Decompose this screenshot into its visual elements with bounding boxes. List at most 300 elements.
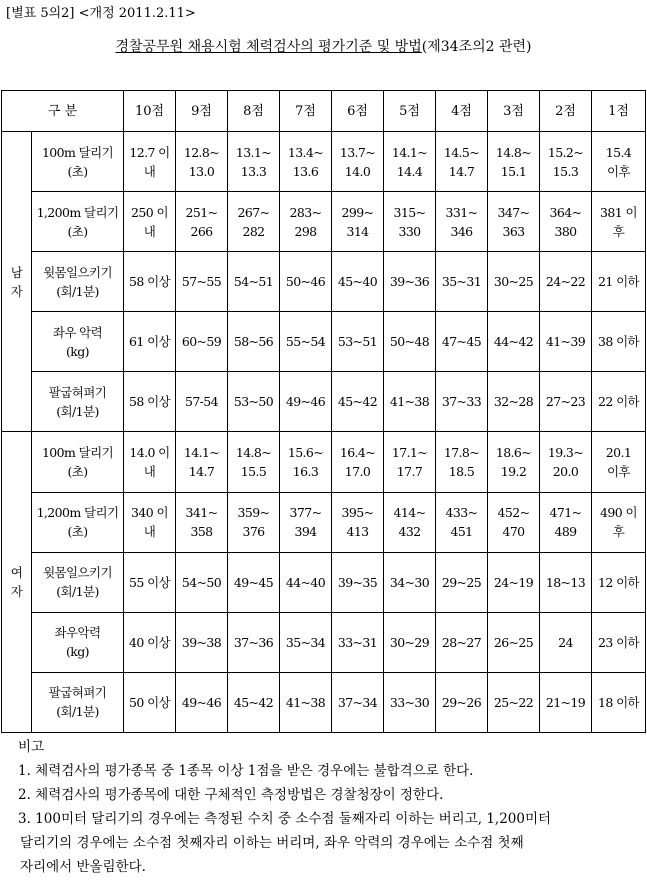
score-cell (384, 192, 436, 252)
item-label-part: 1,200m 달리기 (36, 204, 119, 220)
score-cell-line: 24 (558, 634, 573, 650)
gender-cell (2, 132, 32, 432)
score-cell (540, 312, 592, 372)
item-label-part: 팔굽혀펴기 (48, 685, 107, 701)
score-cell-line: 14.7 (448, 163, 475, 179)
title-main: 경찰공무원 채용시험 체력검사의 평가기준 및 방법 (115, 39, 422, 55)
score-header: 8점 (228, 91, 280, 132)
score-cell-line: 15.3 (552, 163, 579, 179)
score-cell (436, 252, 488, 312)
score-cell (176, 252, 228, 312)
score-cell-line: 15.4 (605, 144, 632, 160)
score-cell-line: 33~31 (337, 634, 378, 650)
score-cell-line: 20.0 (552, 464, 579, 480)
score-cell-line: 13.0 (188, 163, 215, 179)
item-label-part: 100m 달리기 (41, 144, 114, 160)
score-cell-line: 12 이하 (597, 574, 640, 590)
score-header: 5점 (384, 91, 436, 132)
table-row (2, 312, 646, 372)
score-cell-line: 17.1~ (391, 445, 428, 461)
item-cell (32, 132, 124, 192)
item-label-part: 1,200m 달리기 (36, 505, 119, 521)
score-cell-line: 363 (502, 223, 525, 239)
score-cell-line: 18.5 (448, 464, 475, 480)
score-cell-line: 18 이하 (597, 694, 640, 710)
score-cell-line: 40 이상 (128, 634, 171, 650)
score-cell (540, 192, 592, 252)
item-label-part: 좌우 악력 (52, 324, 103, 340)
score-cell-line: 30~25 (493, 274, 534, 290)
item-cell (32, 252, 124, 312)
score-cell-line: 41~38 (285, 694, 326, 710)
score-cell (384, 432, 436, 492)
score-cell-line: 298 (294, 223, 317, 239)
score-cell-line: 37~36 (233, 634, 274, 650)
score-cell-line: 489 (554, 524, 577, 540)
score-cell (540, 612, 592, 672)
item-label-part: (kg) (66, 343, 89, 359)
score-cell-line: 내 (143, 464, 156, 480)
appendix-header: [별표 5의2] <개정 2011.2.11> (6, 6, 196, 21)
score-cell-line: 37~34 (337, 694, 378, 710)
score-cell-line: 49~46 (181, 694, 222, 710)
score-cell-line: 14.5~ (443, 144, 480, 160)
table-row (2, 132, 646, 192)
score-cell (540, 672, 592, 732)
score-cell-line: 381 이 (600, 204, 637, 220)
score-cell-line: 50~46 (285, 274, 326, 290)
score-cell-line: 15.2~ (547, 144, 584, 160)
item-cell (32, 612, 124, 672)
score-cell (592, 132, 646, 192)
score-cell (332, 372, 384, 432)
item-label-part: (초) (67, 464, 88, 480)
score-cell (176, 612, 228, 672)
score-cell-line: 50~48 (389, 334, 430, 350)
score-cell-line: 58 이상 (128, 394, 171, 410)
score-cell-line: 432 (398, 524, 421, 540)
score-cell (592, 612, 646, 672)
score-cell (488, 492, 540, 552)
score-cell (124, 552, 176, 612)
score-cell (592, 552, 646, 612)
item-label-part: (회/1분) (56, 283, 99, 299)
score-cell-line: 17.8~ (443, 445, 480, 461)
score-cell-line: 22 이하 (597, 394, 640, 410)
score-cell (488, 252, 540, 312)
score-cell-line: 452~ (497, 505, 530, 521)
score-cell (384, 552, 436, 612)
score-cell-line: 13.1~ (235, 144, 272, 160)
score-cell (540, 132, 592, 192)
score-cell (384, 312, 436, 372)
score-cell (176, 372, 228, 432)
score-cell (488, 312, 540, 372)
score-cell (280, 252, 332, 312)
score-cell (488, 672, 540, 732)
score-cell (228, 372, 280, 432)
score-cell-line: 39~36 (389, 274, 430, 290)
score-cell (124, 252, 176, 312)
score-cell-line: 55~54 (285, 334, 326, 350)
score-cell-line: 12.8~ (183, 144, 220, 160)
score-cell-line: 358 (190, 524, 213, 540)
score-cell (488, 132, 540, 192)
score-cell-line: 21 이하 (597, 274, 640, 290)
item-label-part: 윗몸일으키기 (43, 264, 112, 280)
score-cell-line: 34~30 (389, 574, 430, 590)
score-cell (228, 492, 280, 552)
score-cell-line: 58~56 (233, 334, 274, 350)
item-label-part: 팔굽혀펴기 (48, 384, 107, 400)
score-cell-line: 61 이상 (128, 334, 171, 350)
score-cell-line: 29~25 (441, 574, 482, 590)
item-cell (32, 552, 124, 612)
score-cell-line: 24~22 (545, 274, 586, 290)
score-cell-line: 13.4~ (287, 144, 324, 160)
item-label-part: 좌우악력 (54, 625, 101, 641)
score-cell (332, 192, 384, 252)
score-cell (124, 132, 176, 192)
score-cell-line: 23 이하 (597, 634, 640, 650)
score-cell-line: 282 (242, 223, 265, 239)
score-cell-line: 18.6~ (495, 445, 532, 461)
score-cell-line: 후 (612, 223, 625, 239)
score-cell-line: 41~38 (389, 394, 430, 410)
gender-label-part: 자 (10, 584, 23, 600)
score-cell (332, 672, 384, 732)
score-cell-line: 14.0 이 (129, 445, 170, 461)
score-cell-line: 314 (346, 223, 369, 239)
score-cell-line: 251~ (185, 204, 218, 220)
score-cell-line: 16.4~ (339, 445, 376, 461)
score-cell-line: 17.0 (344, 464, 371, 480)
corner-label: 구 분 (2, 91, 124, 132)
score-cell (280, 192, 332, 252)
score-cell-line: 내 (143, 163, 156, 179)
score-cell-line: 433~ (445, 505, 478, 521)
score-cell (332, 552, 384, 612)
score-cell (228, 312, 280, 372)
score-cell-line: 15.6~ (287, 445, 324, 461)
score-cell (436, 192, 488, 252)
score-cell-line: 50 이상 (128, 694, 171, 710)
score-cell-line: 25~22 (493, 694, 534, 710)
item-cell (32, 492, 124, 552)
score-cell (124, 432, 176, 492)
score-cell-line: 35~34 (285, 634, 326, 650)
score-cell-line: 13.7~ (339, 144, 376, 160)
score-cell-line: 250 이 (131, 204, 168, 220)
score-cell (124, 612, 176, 672)
table-row (2, 432, 646, 492)
score-cell-line: 39~35 (337, 574, 378, 590)
score-cell (540, 492, 592, 552)
score-cell (176, 192, 228, 252)
score-cell-line: 470 (502, 524, 525, 540)
score-cell (124, 492, 176, 552)
score-cell (540, 432, 592, 492)
gender-cell (2, 432, 32, 733)
table-row (2, 492, 646, 552)
score-cell (228, 252, 280, 312)
score-cell-line: 395~ (341, 505, 374, 521)
score-cell-line: 26~25 (493, 634, 534, 650)
score-cell (124, 372, 176, 432)
score-cell (540, 252, 592, 312)
score-cell (280, 552, 332, 612)
score-cell-line: 13.6 (292, 163, 319, 179)
score-cell-line: 이후 (607, 464, 630, 480)
score-cell-line: 32~28 (493, 394, 534, 410)
score-cell-line: 39~38 (181, 634, 222, 650)
score-cell (332, 312, 384, 372)
score-cell (228, 192, 280, 252)
score-cell-line: 14.4 (396, 163, 423, 179)
score-cell (384, 672, 436, 732)
score-cell (176, 672, 228, 732)
score-cell-line: 21~19 (545, 694, 586, 710)
score-header: 1점 (592, 91, 646, 132)
score-cell (228, 672, 280, 732)
score-cell (280, 492, 332, 552)
gender-label-part: 자 (10, 283, 23, 299)
score-cell (436, 612, 488, 672)
score-cell-line: 28~27 (441, 634, 482, 650)
score-cell-line: 14.0 (344, 163, 371, 179)
note-line: 자리에서 반올림한다. (20, 859, 146, 875)
score-header: 6점 (332, 91, 384, 132)
score-cell-line: 451 (450, 524, 473, 540)
score-cell (176, 552, 228, 612)
score-cell-line: 44~40 (285, 574, 326, 590)
score-cell-line: 53~50 (233, 394, 274, 410)
item-label-part: (회/1분) (56, 704, 99, 720)
score-cell-line: 347~ (497, 204, 530, 220)
score-header: 3점 (488, 91, 540, 132)
score-cell-line: 18~13 (545, 574, 586, 590)
score-cell (280, 132, 332, 192)
note-line: 3. 100미터 달리기의 경우에는 측정된 수치 중 소수점 둘째자리 이하는 버리고, 1,200미터 (18, 811, 552, 827)
score-cell (228, 132, 280, 192)
gender-label-part: 남 (10, 264, 23, 280)
score-cell (176, 312, 228, 372)
score-cell-line: 283~ (289, 204, 322, 220)
score-cell-line: 49~45 (233, 574, 274, 590)
score-cell (436, 312, 488, 372)
score-cell-line: 299~ (341, 204, 374, 220)
score-cell-line: 44~42 (493, 334, 534, 350)
note-line: 2. 체력검사의 평가종목에 대한 구체적인 측정방법은 경찰청장이 정한다. (18, 787, 444, 803)
item-cell (32, 312, 124, 372)
score-cell-line: 20.1 (605, 445, 632, 461)
score-cell (280, 672, 332, 732)
score-cell (228, 432, 280, 492)
score-cell-line: 19.2 (500, 464, 527, 480)
score-cell-line: 330 (398, 223, 421, 239)
score-cell-line: 346 (450, 223, 473, 239)
score-cell-line: 45~42 (233, 694, 274, 710)
score-cell (592, 372, 646, 432)
score-cell (488, 432, 540, 492)
score-cell (332, 612, 384, 672)
score-cell-line: 후 (612, 524, 625, 540)
score-cell (332, 132, 384, 192)
score-cell (384, 252, 436, 312)
score-cell-line: 30~29 (389, 634, 430, 650)
score-cell (436, 372, 488, 432)
score-cell-line: 12.7 이 (129, 144, 170, 160)
score-cell (488, 372, 540, 432)
score-cell-line: 49~46 (285, 394, 326, 410)
table-body (2, 132, 646, 733)
item-label-part: 윗몸일으키기 (43, 565, 112, 581)
score-cell-line: 45~40 (337, 274, 378, 290)
score-cell-line: 490 이 (600, 505, 637, 521)
item-cell (32, 432, 124, 492)
score-cell (592, 492, 646, 552)
score-cell-line: 380 (554, 223, 577, 239)
score-cell-line: 57-54 (184, 394, 219, 410)
score-header: 7점 (280, 91, 332, 132)
score-cell-line: 331~ (445, 204, 478, 220)
score-cell (436, 132, 488, 192)
score-cell-line: 60~59 (181, 334, 222, 350)
score-cell-line: 35~31 (441, 274, 482, 290)
score-cell (384, 372, 436, 432)
score-cell-line: 19.3~ (547, 445, 584, 461)
score-cell (592, 312, 646, 372)
score-cell-line: 58 이상 (128, 274, 171, 290)
score-cell (384, 132, 436, 192)
score-cell-line: 57~55 (181, 274, 222, 290)
score-cell (592, 252, 646, 312)
score-cell-line: 414~ (393, 505, 426, 521)
score-cell (488, 552, 540, 612)
score-cell-line: 24~19 (493, 574, 534, 590)
item-label-part: (회/1분) (56, 403, 99, 419)
notes-section (18, 735, 643, 879)
score-cell (384, 612, 436, 672)
score-cell (124, 672, 176, 732)
score-header: 2점 (540, 91, 592, 132)
table-row (2, 672, 646, 732)
item-label-part: 100m 달리기 (41, 445, 114, 461)
score-cell-line: 14.7 (188, 464, 215, 480)
item-label-part: (초) (67, 223, 88, 239)
score-cell-line: 471~ (549, 505, 582, 521)
item-label-part: (kg) (66, 644, 89, 660)
note-line: 1. 체력검사의 평가종목 중 1종목 이상 1점을 받은 경우에는 불합격으로 한다. (18, 763, 474, 779)
score-cell-line: 54~50 (181, 574, 222, 590)
score-cell (540, 372, 592, 432)
item-label-part: (초) (67, 163, 88, 179)
score-cell (436, 432, 488, 492)
gender-label-part: 여 (10, 565, 23, 581)
score-cell (540, 552, 592, 612)
table-row (2, 552, 646, 612)
score-cell (488, 612, 540, 672)
score-cell (592, 192, 646, 252)
score-cell-line: 413 (346, 524, 369, 540)
table-header-row (2, 91, 646, 132)
score-cell-line: 14.8~ (235, 445, 272, 461)
score-cell (384, 492, 436, 552)
score-cell (436, 492, 488, 552)
score-cell-line: 341~ (185, 505, 218, 521)
score-cell-line: 55 이상 (128, 574, 171, 590)
score-cell (176, 132, 228, 192)
score-cell (332, 252, 384, 312)
item-cell (32, 192, 124, 252)
score-cell-line: 315~ (393, 204, 426, 220)
score-cell-line: 266 (190, 223, 213, 239)
score-cell (488, 192, 540, 252)
score-cell-line: 29~26 (441, 694, 482, 710)
score-cell-line: 47~45 (441, 334, 482, 350)
score-cell (176, 492, 228, 552)
score-cell (228, 552, 280, 612)
score-cell (176, 432, 228, 492)
item-cell (32, 372, 124, 432)
score-cell (436, 672, 488, 732)
score-cell (592, 672, 646, 732)
score-cell-line: 376 (242, 524, 265, 540)
score-cell-line: 15.1 (500, 163, 527, 179)
note-line: 달리기의 경우에는 소수점 첫째자리 이하는 버리며, 좌우 악력의 경우에는 소수점 첫째 (20, 835, 524, 851)
score-cell-line: 27~23 (545, 394, 586, 410)
score-cell-line: 394 (294, 524, 317, 540)
score-cell-line: 13.3 (240, 163, 267, 179)
title-suffix: (제34조의2 관련) (421, 39, 532, 55)
table-row (2, 252, 646, 312)
score-cell (332, 432, 384, 492)
table-row (2, 612, 646, 672)
score-cell-line: 377~ (289, 505, 322, 521)
score-cell (436, 552, 488, 612)
item-cell (32, 672, 124, 732)
item-label-part: (초) (67, 524, 88, 540)
evaluation-table (1, 90, 646, 733)
score-cell-line: 359~ (237, 505, 270, 521)
score-cell (592, 432, 646, 492)
score-cell-line: 내 (143, 223, 156, 239)
score-cell (280, 612, 332, 672)
score-cell (280, 432, 332, 492)
score-cell (124, 312, 176, 372)
score-cell-line: 내 (143, 524, 156, 540)
item-label-part: (회/1분) (56, 584, 99, 600)
score-cell-line: 45~42 (337, 394, 378, 410)
score-cell-line: 340 이 (131, 505, 168, 521)
score-cell-line: 15.5 (240, 464, 267, 480)
table-row (2, 192, 646, 252)
score-cell-line: 14.8~ (495, 144, 532, 160)
score-cell-line: 16.3 (292, 464, 319, 480)
score-cell (280, 372, 332, 432)
score-cell (332, 492, 384, 552)
score-cell-line: 53~51 (337, 334, 378, 350)
score-cell-line: 이후 (607, 163, 630, 179)
score-cell-line: 33~30 (389, 694, 430, 710)
score-cell (124, 192, 176, 252)
score-header: 4점 (436, 91, 488, 132)
table-row (2, 372, 646, 432)
notes-heading: 비고 (18, 739, 45, 755)
score-cell-line: 41~39 (545, 334, 586, 350)
score-cell-line: 37~33 (441, 394, 482, 410)
score-cell-line: 14.1~ (391, 144, 428, 160)
